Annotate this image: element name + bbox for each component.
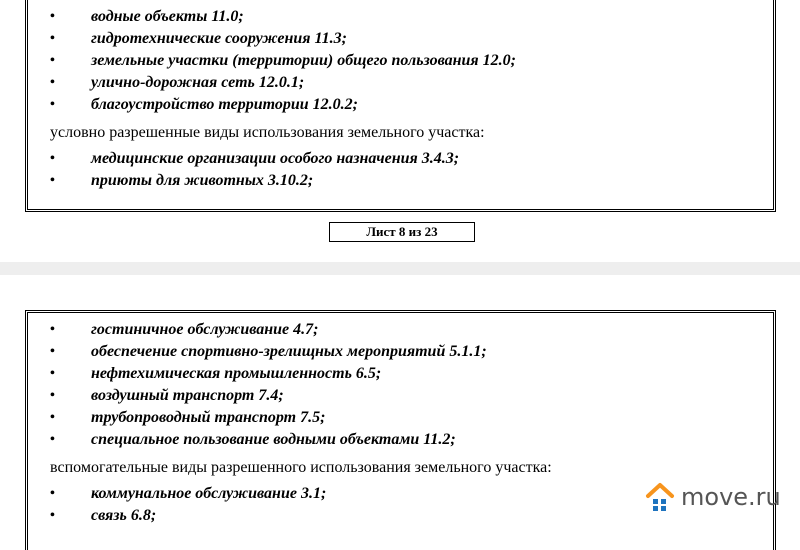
list-item: • медицинские организации особого назначения 3.4.3; [50,150,460,167]
list-item: • воздушный транспорт 7.4; [50,387,284,404]
house-icon [645,482,675,512]
list-item: • водные объекты 11.0; [50,8,244,25]
permitted-uses-list [28,319,773,451]
list-item: • коммунальное обслуживание 3.1; [50,485,327,502]
list-item: • гидротехнические сооружения 11.3; [50,30,347,47]
list-item: • приюты для животных 3.10.2; [50,172,314,189]
document-page-8 [0,0,800,262]
watermark-text: move.ru [681,483,781,511]
page-separator [0,262,800,275]
list-item: • обеспечение спортивно-зрелищных мероприятий 5.1.1; [50,343,487,360]
list-item: • связь 6.8; [50,507,157,524]
list-item: • улично-дорожная сеть 12.0.1; [50,74,305,91]
list-item: • специальное пользование водными объектами 11.2; [50,431,456,448]
list-item: • нефтехимическая промышленность 6.5; [50,365,382,382]
list-item: • земельные участки (территории) общего пользования 12.0; [50,52,516,69]
list-item: • трубопроводный транспорт 7.5; [50,409,326,426]
conditional-uses-list [28,148,773,192]
page-number-box: Лист 8 из 23 [329,222,475,242]
list-item: • гостиничное обслуживание 4.7; [50,321,319,338]
page-frame [25,0,776,212]
permitted-uses-list [28,6,773,116]
list-item: • благоустройство территории 12.0.2; [50,96,359,113]
conditional-uses-heading: условно разрешенные виды использования земельного участка: [50,124,485,141]
auxiliary-uses-heading: вспомогательные виды разрешенного использования земельного участка: [50,459,552,476]
list-item-partial [28,0,773,4]
page-frame [25,310,776,550]
watermark-logo [645,480,781,514]
